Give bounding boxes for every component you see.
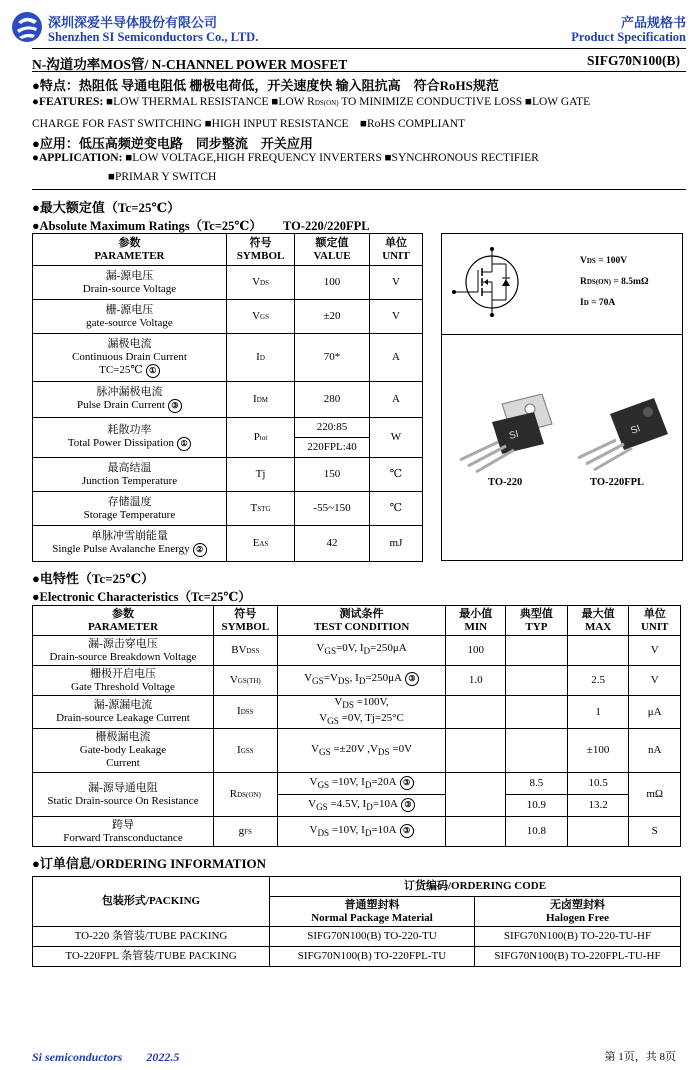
svg-text:SI: SI: [508, 428, 520, 442]
svg-text:SI: SI: [629, 423, 642, 437]
eth-symbol-cn: 符号: [234, 607, 257, 620]
symbol-cell: [226, 526, 294, 562]
th-symbol-cn: 符号: [249, 236, 272, 249]
condition-cell: [277, 729, 446, 773]
company-logo: [10, 10, 44, 44]
ordering-th-normal: [270, 897, 475, 927]
parameter-en: Single Pulse Avalanche Energy ②: [35, 543, 224, 557]
parameter-cell: [33, 418, 227, 458]
parameter-cell: [33, 729, 214, 773]
min-cell: [446, 696, 506, 729]
packing-cell: TO-220 条管装/TUBE PACKING: [33, 927, 270, 947]
features-en-text1: ■LOW THERMAL RESISTANCE ■LOW R: [106, 96, 315, 108]
summary-id: [580, 298, 615, 308]
eth-max-en: MAX: [584, 620, 612, 633]
value-cell: 42: [295, 526, 370, 562]
eth-unit-cn: 单位: [643, 607, 666, 620]
typ-cell: 10.8: [506, 817, 568, 847]
abs-max-package: TO-220/220FPL: [283, 219, 370, 233]
symbol-cell: [213, 729, 277, 773]
footnote-marker: ①: [146, 364, 160, 378]
unit-cell: V: [629, 666, 681, 696]
ordering-row: [33, 927, 681, 947]
unit-cell: V: [629, 636, 681, 666]
abs-max-title-cn: ●最大额定值（Tc=25℃）: [32, 200, 181, 215]
ordering-header-row: [33, 877, 681, 897]
parameter-en: Drain-source Breakdown Voltage: [49, 650, 197, 663]
symbol-sub: DSS: [240, 708, 254, 717]
symbol-cell: [226, 300, 294, 334]
applications-cn: ●应用：低压高频逆变电路 同步整流 开关应用: [32, 136, 313, 151]
parameter-cell: [33, 817, 214, 847]
th-value-cn: 额定值: [315, 236, 349, 249]
value-cell: -55~150: [295, 492, 370, 526]
eth-condition-cn: 测试条件: [339, 607, 384, 620]
unit-cell: V: [369, 300, 422, 334]
to220fpl-package-image: [570, 394, 680, 474]
symbol-cell: [226, 458, 294, 492]
value-cell: 100: [295, 266, 370, 300]
parameter-en: Storage Temperature: [83, 508, 176, 521]
elec-row: [33, 666, 681, 696]
condition-line: $V_{DS} =100V$,: [334, 696, 389, 711]
elec-row: [33, 817, 681, 847]
symbol-cell: [226, 334, 294, 382]
parameter-en: Drain-source Voltage: [82, 282, 177, 295]
eth-symbol: [213, 606, 277, 636]
ordering-body: [33, 927, 681, 967]
th-parameter: [33, 234, 227, 266]
typ-cell: [506, 636, 568, 666]
eth-unit: [629, 606, 681, 636]
symbol-cell: [226, 382, 294, 418]
parameter-cn: 栅-源电压: [105, 303, 154, 316]
features-en-text1b: TO MINIMIZE CONDUCTIVE LOSS ■LOW GATE: [338, 96, 591, 108]
abs-max-row: [33, 526, 423, 562]
unit-cell: V: [369, 266, 422, 300]
to220-package-image: [452, 394, 562, 474]
condition-cell: [277, 666, 446, 696]
ordering-th-hf-en: Halogen Free: [545, 911, 610, 924]
min-cell: [446, 817, 506, 847]
summary-top: [442, 234, 682, 335]
th-value-en: VALUE: [313, 249, 351, 262]
max-cell: ±100: [567, 729, 629, 773]
ordering-row: [33, 947, 681, 967]
symbol-cell: [226, 492, 294, 526]
parameter-cn: 漏-源导通电阻: [88, 781, 158, 794]
symbol-main: P: [253, 430, 260, 443]
unit-cell: ℃: [369, 492, 422, 526]
symbol-main: I: [237, 705, 241, 718]
max-cell: 1: [567, 696, 629, 729]
summary-rds-val: = 8.5mΩ: [611, 277, 649, 287]
parameter-cn: 存储温度: [107, 495, 152, 508]
parameter-en: Gate Threshold Voltage: [71, 680, 175, 693]
company-name-en: Shenzhen SI Semiconductors Co., LTD.: [48, 30, 259, 44]
symbol-main: V: [252, 309, 261, 322]
abs-max-row: [33, 492, 423, 526]
parameter-en2: TC=25℃ ①: [35, 364, 224, 378]
features-cn: ●特点：热阻低 导通电阻低 栅极电荷低，开关速度快 输入阻抗高 符合RoHS规范: [32, 78, 499, 93]
eth-parameter: [33, 606, 214, 636]
normal-code-cell: SIFG70N100(B) TO-220FPL-TU: [270, 947, 475, 967]
value-cell: 70*: [295, 334, 370, 382]
abs-max-row: [33, 266, 423, 300]
ordering-table: [32, 876, 681, 967]
spec-title-en: Product Specification: [571, 30, 686, 44]
features-en-line2: CHARGE FOR FAST SWITCHING ■HIGH INPUT RESISTANCE ■RoHS COMPLIANT: [32, 118, 466, 130]
eth-condition: [277, 606, 446, 636]
max-cell: 13.2: [567, 795, 629, 817]
symbol-cell: [213, 666, 277, 696]
elec-body: [33, 636, 681, 847]
elec-table: [32, 605, 681, 847]
unit-cell: S: [629, 817, 681, 847]
applications-en-line1: [32, 152, 539, 164]
hf-code-cell: SIFG70N100(B) TO-220FPL-TU-HF: [475, 947, 681, 967]
unit-cell: W: [369, 418, 422, 458]
footnote-marker: ③: [405, 672, 419, 686]
footnote-marker: ③: [401, 798, 415, 812]
device-summary-panel: [441, 233, 683, 561]
abs-max-row: [33, 418, 423, 458]
th-unit-en: UNIT: [382, 249, 410, 262]
min-cell: [446, 729, 506, 773]
elec-row: [33, 696, 681, 729]
th-value: [295, 234, 370, 266]
eth-typ: [506, 606, 568, 636]
min-cell: 1.0: [446, 666, 506, 696]
symbol-main: V: [229, 673, 238, 686]
elec-title-en: ●Electronic Characteristics（Tc=25℃）: [32, 590, 251, 604]
abs-max-body: [33, 266, 423, 562]
typ-cell: 8.5: [506, 773, 568, 795]
condition-line: $V_{GS} =4.5V$, $I_D=10A$ ③: [280, 798, 444, 814]
parameter-cn: 耗散功率: [107, 424, 152, 436]
ordering-th-normal-en: Normal Package Material: [311, 911, 433, 924]
eth-symbol-en: SYMBOL: [221, 620, 270, 633]
unit-cell: A: [369, 382, 422, 418]
parameter-cell: [33, 382, 227, 418]
summary-rds: [580, 277, 649, 287]
condition-line: $V_{DS} =10V$, $I_D=10A$ ③: [280, 824, 444, 840]
symbol-main: g: [238, 824, 245, 837]
typ-cell: [506, 696, 568, 729]
th-parameter-en: PARAMETER: [94, 249, 165, 262]
elec-row: [33, 729, 681, 773]
value-cell: [295, 418, 370, 458]
symbol-sub: STG: [257, 504, 271, 513]
footnote-marker: ①: [177, 437, 191, 451]
value-line1: 220:85: [295, 418, 369, 438]
parameter-en: Total Power Dissipation ①: [35, 437, 224, 451]
features-en-sub: DS(ON): [314, 99, 339, 107]
features-en-line1: [32, 96, 590, 108]
mosfet-symbol-icon: [450, 246, 530, 318]
parameter-cn: 漏-源击穿电压: [88, 637, 158, 650]
part-number: SIFG70N100(B): [586, 53, 680, 68]
parameter-cell: [33, 666, 214, 696]
symbol-sub: DS(ON): [237, 790, 261, 799]
symbol-cell: [213, 696, 277, 729]
summary-vds-sub: DS: [586, 257, 596, 265]
spec-title-cn: 产品规格书: [620, 15, 686, 30]
value-cell: ±20: [295, 300, 370, 334]
summary-id-val: = 70A: [588, 298, 616, 308]
ordering-th-hf: [475, 897, 681, 927]
parameter-en: Pulse Drain Current ③: [35, 399, 224, 413]
symbol-sub: DS: [260, 278, 269, 287]
elec-row: [33, 773, 681, 795]
max-cell: 2.5: [567, 666, 629, 696]
symbol-sub: tot: [259, 433, 268, 442]
value-cell: 280: [295, 382, 370, 418]
parameter-cell: [33, 458, 227, 492]
condition-line: $V_{GS} =10V$, $I_D=20A$ ③: [280, 776, 444, 792]
parameter-cn: 漏极电流: [107, 337, 152, 350]
symbol-sub: D: [259, 353, 265, 362]
unit-cell: μA: [629, 696, 681, 729]
symbol-cell: [226, 266, 294, 300]
doc-title: N-沟道功率MOS管/ N-CHANNEL POWER MOSFET: [32, 57, 348, 72]
abs-max-table: [32, 233, 423, 562]
summary-vds-val: = 100V: [595, 256, 628, 266]
ordering-th-code: 订货编码/ORDERING CODE: [270, 877, 681, 897]
footnote-marker: ②: [193, 543, 207, 557]
parameter-en: Forward Transconductance: [63, 831, 183, 844]
symbol-main: R: [229, 787, 238, 800]
abs-max-row: [33, 458, 423, 492]
symbol-cell: [213, 817, 277, 847]
footer-page-number: 第 1页，共 8页: [604, 1051, 676, 1063]
elec-header-row: [33, 606, 681, 636]
packing-cell: TO-220FPL 条管装/TUBE PACKING: [33, 947, 270, 967]
section-divider: [32, 189, 686, 190]
parameter-cell: [33, 773, 214, 817]
th-symbol: [226, 234, 294, 266]
parameter-cell: [33, 526, 227, 562]
symbol-cell: [213, 636, 277, 666]
th-symbol-en: SYMBOL: [236, 249, 285, 262]
parameter-cn: 漏-源电压: [105, 269, 154, 282]
abs-max-header-row: [33, 234, 423, 266]
ordering-title: ●订单信息/ORDERING INFORMATION: [32, 856, 267, 871]
eth-unit-en: UNIT: [640, 620, 669, 633]
symbol-cell: [213, 773, 277, 817]
symbol-main: BV: [231, 643, 247, 656]
th-unit-cn: 单位: [384, 236, 407, 249]
eth-max-cn: 最大值: [581, 607, 615, 620]
parameter-cn: 栅极开启电压: [89, 667, 156, 680]
max-cell: [567, 817, 629, 847]
features-en-label: ●FEATURES:: [32, 96, 104, 108]
parameter-cell: [33, 266, 227, 300]
eth-typ-en: TYP: [525, 620, 548, 633]
parameter-en: Gate-body Leakage: [79, 744, 167, 757]
min-cell: 100: [446, 636, 506, 666]
elec-title-cn: ●电特性（Tc=25℃）: [32, 571, 155, 586]
abs-max-title-en-text: ●Absolute Maximum Ratings（Tc=25℃）: [32, 219, 262, 233]
condition-line: $V_{GS}=0V$, $I_D=250\mu A$: [316, 642, 407, 657]
eth-min-en: MIN: [464, 620, 488, 633]
max-cell: [567, 636, 629, 666]
symbol-sub: GS(TH): [237, 676, 261, 685]
applications-en-line2: ■PRIMAR Y SWITCH: [108, 171, 217, 183]
applications-en-text1: ■LOW VOLTAGE,HIGH FREQUENCY INVERTERS ■SYNCHRONOUS RECTIFIER: [125, 152, 539, 164]
th-parameter-cn: 参数: [118, 236, 141, 249]
company-name-cn: 深圳深爱半导体股份有限公司: [48, 15, 218, 30]
parameter-cell: [33, 334, 227, 382]
symbol-main: I: [256, 350, 260, 363]
summary-vds-sym: V: [580, 256, 587, 266]
header-divider: [32, 48, 686, 49]
eth-typ-cn: 典型值: [519, 607, 553, 620]
parameter-cn: 最高结温: [107, 461, 152, 474]
unit-cell: mΩ: [629, 773, 681, 817]
typ-cell: [506, 666, 568, 696]
parameter-cn: 跨导: [111, 818, 134, 831]
title-divider: [32, 71, 686, 72]
ordering-th-hf-cn: 无卤塑封料: [550, 898, 605, 911]
symbol-main: V: [252, 275, 261, 288]
footer-company-date: Si semiconductors 2022.5: [32, 1050, 180, 1064]
parameter-cn: 单脉冲雪崩能量: [90, 530, 168, 542]
symbol-sub: GS: [260, 312, 269, 321]
symbol-sub: DM: [256, 395, 268, 404]
abs-max-row: [33, 382, 423, 418]
condition-line: $V_{GS}=V_{DS}$, $I_D=250\mu A$ ③: [280, 672, 444, 688]
parameter-en2: Current: [106, 757, 140, 770]
max-cell: 10.5: [567, 773, 629, 795]
to220-label: TO-220: [488, 477, 523, 488]
abs-max-title-en: [32, 216, 370, 234]
summary-rds-sym: R: [580, 277, 587, 287]
min-cell: [446, 773, 506, 817]
eth-min-cn: 最小值: [459, 607, 493, 620]
th-unit: [369, 234, 422, 266]
normal-code-cell: SIFG70N100(B) TO-220-TU: [270, 927, 475, 947]
applications-en-label: ●APPLICATION:: [32, 152, 123, 164]
ordering-th-normal-cn: 普通塑封料: [344, 898, 400, 911]
parameter-cn: 漏-源漏电流: [93, 699, 153, 712]
parameter-cell: [33, 636, 214, 666]
eth-parameter-en: PARAMETER: [87, 620, 159, 633]
summary-id-sub: D: [583, 299, 589, 307]
symbol-main: I: [237, 743, 241, 756]
abs-max-row: [33, 334, 423, 382]
condition-cell: [277, 795, 446, 817]
hf-code-cell: SIFG70N100(B) TO-220-TU-HF: [475, 927, 681, 947]
page-header: [10, 6, 686, 50]
parameter-en: Continuous Drain Current: [72, 350, 187, 363]
ordering-th-packing: 包装形式/PACKING: [33, 877, 270, 927]
symbol-sub: AS: [259, 539, 269, 548]
unit-cell: mJ: [369, 526, 422, 562]
parameter-cell: [33, 300, 227, 334]
condition-line2: $V_{GS} =0V$, Tj=25°C: [319, 712, 404, 727]
value-cell: 150: [295, 458, 370, 492]
unit-cell: A: [369, 334, 422, 382]
footnote-marker: ③: [400, 776, 414, 790]
symbol-sub: GSS: [240, 746, 254, 755]
eth-min: [446, 606, 506, 636]
footnote-marker: ③: [168, 399, 182, 413]
summary-rds-sub: DS(ON): [586, 278, 611, 286]
parameter-cn: 脉冲漏极电流: [96, 386, 163, 398]
summary-vds: [580, 256, 627, 266]
symbol-sub: DSS: [246, 646, 260, 655]
symbol-main: T: [250, 501, 258, 514]
to220fpl-label: TO-220FPL: [590, 477, 645, 488]
parameter-en: Drain-source Leakage Current: [56, 712, 190, 725]
parameter-cn: 栅极漏电流: [95, 731, 151, 744]
condition-cell: [277, 636, 446, 666]
symbol-main: Tj: [255, 468, 266, 480]
parameter-en: Junction Temperature: [81, 474, 178, 487]
elec-row: [33, 636, 681, 666]
symbol-sub: FS: [244, 827, 252, 836]
unit-cell: ℃: [369, 458, 422, 492]
condition-cell: [277, 773, 446, 795]
abs-max-row: [33, 300, 423, 334]
parameter-cell: [33, 696, 214, 729]
condition-cell: [277, 817, 446, 847]
condition-line: $V_{GS} =\pm 20V$ $,V_{DS} =0V$: [311, 742, 413, 757]
eth-parameter-cn: 参数: [111, 607, 134, 620]
parameter-en: Static Drain-source On Resistance: [47, 794, 199, 807]
value-line2: 220FPL:40: [307, 441, 357, 453]
unit-cell: nA: [629, 729, 681, 773]
summary-id-sym: I: [580, 298, 584, 308]
parameter-cell: [33, 492, 227, 526]
condition-cell: [277, 696, 446, 729]
typ-cell: 10.9: [506, 795, 568, 817]
footnote-marker: ③: [400, 824, 414, 838]
symbol-main: E: [252, 536, 260, 549]
symbol-cell: [226, 418, 294, 458]
eth-max: [567, 606, 629, 636]
typ-cell: [506, 729, 568, 773]
eth-condition-en: TEST CONDITION: [313, 620, 410, 633]
symbol-main: I: [253, 392, 257, 405]
parameter-en: gate-source Voltage: [86, 316, 173, 329]
